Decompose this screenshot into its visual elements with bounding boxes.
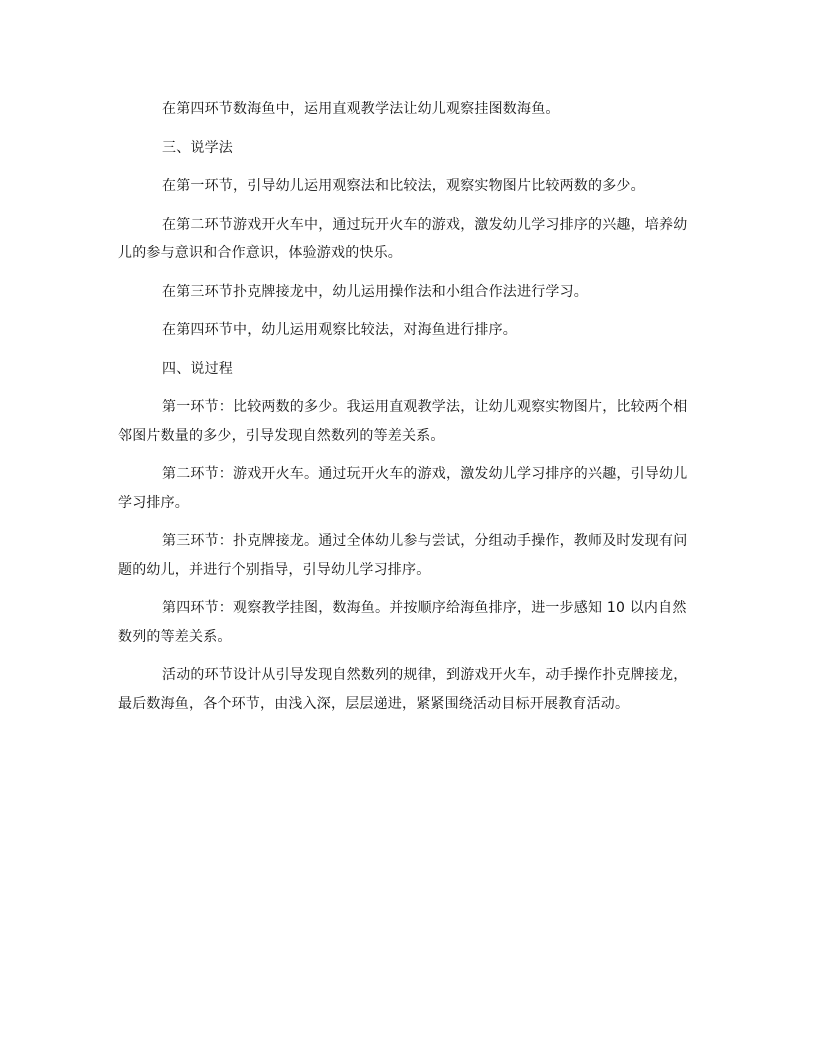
paragraph-learning-section3: 在第三环节扑克牌接龙中，幼儿运用操作法和小组合作法进行学习。 (162, 283, 588, 300)
section-heading-process: 四、说过程 (162, 360, 233, 377)
paragraph-learning-section2: 在第二环节游戏开火车中，通过玩开火车的游戏，激发幼儿学习排序的兴趣，培养幼儿的参与意识和合作意识，体验游戏的快乐。 (118, 216, 688, 261)
paragraph-process-section3: 第三环节：扑克牌接龙。通过全体幼儿参与尝试，分组动手操作，教师及时发现有问题的幼儿，并进行个别指导，引导幼儿学习排序。 (118, 533, 688, 578)
document-body (118, 95, 698, 728)
section-heading-learning-method: 三、说学法 (162, 139, 233, 156)
paragraph-learning-section1: 在第一环节，引导幼儿运用观察法和比较法，观察实物图片比较两数的多少。 (162, 178, 645, 194)
paragraph-process-section4: 第四环节：观察教学挂图，数海鱼。并按顺序给海鱼排序，进一步感知 10 以内自然数列的等差关系。 (118, 600, 687, 645)
paragraph-learning-section4: 在第四环节中，幼儿运用观察比较法，对海鱼进行排序。 (162, 322, 517, 338)
paragraph-process-section2: 第二环节：游戏开火车。通过玩开火车的游戏，激发幼儿学习排序的兴趣，引导幼儿学习排序。 (118, 466, 688, 511)
paragraph-summary: 活动的环节设计从引导发现自然数列的规律，到游戏开火车，动手操作扑克牌接龙，最后数海鱼，各个环节，由浅入深，层层递进，紧紧围绕活动目标开展教育活动。 (118, 667, 688, 712)
paragraph-process-section1: 第一环节：比较两数的多少。我运用直观教学法，让幼儿观察实物图片，比较两个相邻图片数量的多少，引导发现自然数列的等差关系。 (118, 399, 688, 444)
paragraph-teaching-method-section4: 在第四环节数海鱼中，运用直观教学法让幼儿观察挂图数海鱼。 (162, 101, 560, 117)
